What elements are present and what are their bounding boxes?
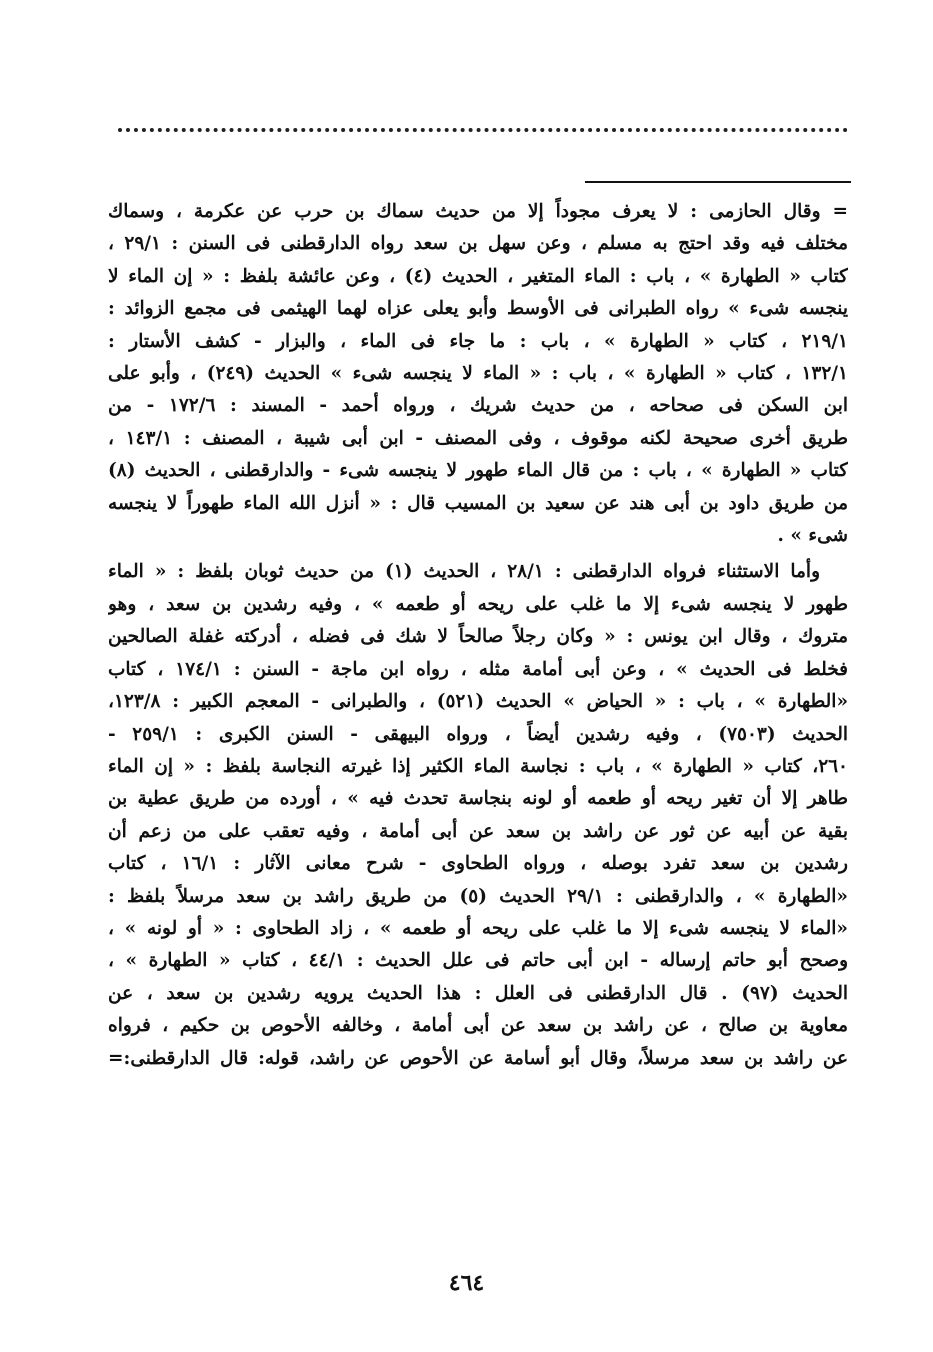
text-line: بقية عن أبيه عن ثور عن راشد بن سعد عن أبى أمامة ، وفيه تعقب على من زعم أن (108, 820, 848, 842)
text-line: عن راشد بن سعد مرسلاً، وقال أبو أسامة عن الأحوص عن راشد، قوله: قال الدارقطنى:= (108, 1047, 848, 1069)
text-line: طريق أخرى صحيحة لكنه موقوف ، وفى المصنف - ابن أبى شيبة ، المصنف : ١٤٣/١ ، (108, 427, 848, 449)
text-line: فخلط فى الحديث » ، وعن أبى أمامة مثله ، رواه ابن ماجة - السنن : ١٧٤/١ ، كتاب (108, 658, 848, 680)
text-line: ٢١٩/١ ، كتاب « الطهارة » ، باب : ما جاء فى الماء ، والبزار - كشف الأستار : (108, 330, 848, 352)
text-line: رشدين بن سعد تفرد بوصله ، ورواه الطحاوى - شرح معانى الآثار : ١٦/١ ، كتاب (108, 853, 848, 875)
footnote-separator-rule (585, 181, 851, 183)
text-line: ١٣٢/١ ، كتاب « الطهارة » ، باب : « الماء لا ينجسه شىء » الحديث (٢٤٩) ، وأبو على (108, 363, 848, 385)
footnote-text-block (108, 196, 848, 1075)
text-line: وصحح أبو حاتم إرساله - ابن أبى حاتم فى علل الحديث : ٤٤/١ ، كتاب « الطهارة » ، (108, 950, 848, 972)
text-line: طاهر إلا أن تغير ريحه أو طعمه أو لونه بنجاسة تحدث فيه » ، أورده من طريق عطية بن (108, 788, 848, 810)
text-line: طهور لا ينجسه شىء إلا ما غلب على ريحه أو طعمه » ، وفيه رشدين بن سعد ، وهو (108, 593, 848, 615)
dotted-separator (118, 128, 848, 132)
footnote-paragraph-2 (108, 556, 848, 1075)
text-line: من طريق داود بن أبى هند عن سعيد بن المسيب قال : « أنزل الله الماء طهوراً لا ينجسه (108, 492, 848, 514)
text-line: وأما الاستثناء فرواه الدارقطنى : ٢٨/١ ، الحديث (١) من حديث ثوبان بلفظ : « الماء (108, 561, 821, 583)
text-line: «الطهارة » ، باب : « الحياض » الحديث (٥٢١) ، والطبرانى - المعجم الكبير : ١٢٣/٨، (108, 691, 848, 713)
text-line: الحديث (٧٥٠٣) ، وفيه رشدين أيضاً ، ورواه البيهقى - السنن الكبرى : ٢٥٩/١ - (108, 723, 848, 745)
page-number: ٤٦٤ (448, 1270, 485, 1296)
text-line: ٢٦٠، كتاب « الطهارة » ، باب : نجاسة الماء الكثير إذا غيرته النجاسة بلفظ : « إن الماء (108, 755, 848, 777)
text-line: معاوية بن صالح ، عن راشد بن سعد عن أبى أمامة ، وخالفه الأحوص بن حكيم ، فرواه (108, 1015, 848, 1037)
text-line: شىء » . (777, 525, 848, 547)
text-line: ابن السكن فى صحاحه ، من حديث شريك ، ورواه أحمد - المسند : ١٧٢/٦ - من (108, 395, 848, 417)
text-line: ينجسه شىء » رواه الطبرانى فى الأوسط وأبو يعلى عزاه لهما الهيثمى فى مجمع الزوائد : (108, 298, 848, 320)
text-line: = وقال الحازمى : لا يعرف مجوداً إلا من حديث سماك بن حرب عن عكرمة ، وسماك (108, 201, 848, 222)
footnote-paragraph-1 (108, 196, 848, 552)
text-line: كتاب « الطهارة » ، باب : من قال الماء طهور لا ينجسه شىء - والدارقطنى ، الحديث (٨) (108, 460, 848, 482)
text-line: «الماء لا ينجسه شىء إلا ما غلب على ريحه أو طعمه » ، زاد الطحاوى : « أو لونه » ، (108, 917, 848, 939)
text-line: مختلف فيه وقد احتج به مسلم ، وعن سهل بن سعد رواه الدارقطنى فى السنن : ٢٩/١ ، (108, 233, 848, 255)
text-line: «الطهارة » ، والدارقطنى : ٢٩/١ الحديث (٥) من طريق راشد بن سعد مرسلاً بلفظ : (108, 885, 848, 907)
text-line: الحديث (٩٧) . قال الدارقطنى فى العلل : هذا الحديث يرويه رشدين بن سعد ، عن (108, 982, 848, 1004)
text-line: كتاب « الطهارة » ، باب : الماء المتغير ، الحديث (٤) ، وعن عائشة بلفظ : « إن الماء لا (108, 265, 848, 287)
text-line: متروك ، وقال ابن يونس : « وكان رجلاً صالحاً لا شك فى فضله ، أدركته غفلة الصالحين (108, 626, 848, 648)
